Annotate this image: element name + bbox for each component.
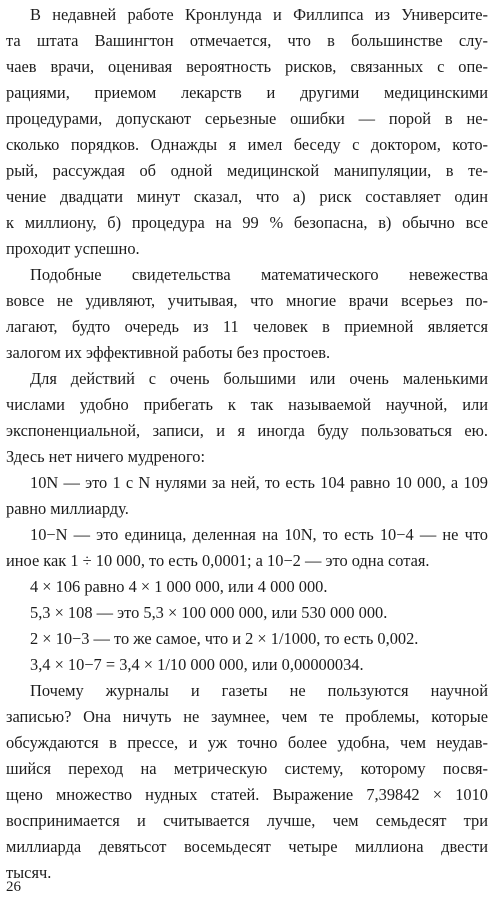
formula-line: 10N — это 1 с N нулями за ней, то есть 104 равно 10 000, а 109: [30, 473, 488, 492]
text-line: миллиарда девятьсот восемьдесят четыре миллиона двести: [6, 837, 488, 856]
text-line: обсуждаются в прессе, и уж точно более удобна, чем неудав-: [6, 733, 488, 752]
text-line: к миллиону, б) процедура на 99 % безопасна, в) обычно все: [6, 213, 488, 232]
text-line: чаев врачи, оценивая вероятность рисков, связанных с опе-: [6, 57, 488, 76]
formula-line: 2 × 10−3 — то же самое, что и 2 × 1/1000, то есть 0,002.: [30, 629, 419, 648]
text-line: Здесь нет ничего мудреного:: [6, 447, 206, 466]
text-line: щено множество нудных статей. Выражение 7,39842 × 1010: [6, 785, 488, 804]
text-line: Для действий с очень большими или очень маленькими: [30, 369, 488, 388]
formula-line: 10−N — это единица, деленная на 10N, то есть 10−4 — не что: [30, 525, 488, 544]
text-line: проходит успешно.: [6, 239, 140, 258]
text-line: шийся переход на метрическую систему, которому посвя-: [6, 759, 488, 778]
text-line: та штата Вашингтон отмечается, что в большинстве слу-: [6, 31, 488, 50]
text-line: рый, рассуждая об одной медицинской манипуляции, в те-: [6, 161, 488, 180]
page-number: 26: [6, 879, 21, 895]
formula-line: иное как 1 ÷ 10 000, то есть 0,0001; а 10−2 — это одна сотая.: [6, 551, 430, 570]
text-line: процедурами, допускают серьезные ошибки — порой в не-: [6, 109, 488, 128]
text-line: числами удобно прибегать к так называемой научной, или: [6, 395, 488, 414]
text-line: записью? Она ничуть не заумнее, чем те проблемы, которые: [6, 707, 488, 726]
text-line: залогом их эффективной работы без простоев.: [6, 343, 331, 362]
text-line: Почему журналы и газеты не пользуются научной: [30, 681, 488, 700]
text-line: тысяч.: [6, 863, 52, 882]
text-line: чение двадцати минут сказал, что а) риск составляет один: [6, 187, 488, 206]
text-line: Подобные свидетельства математического невежества: [30, 265, 488, 284]
text-line: лагают, будто очередь из 11 человек в приемной является: [6, 317, 488, 336]
text-line: рациями, приемом лекарств и другими медицинскими: [6, 83, 488, 102]
formula-line: 4 × 106 равно 4 × 1 000 000, или 4 000 000.: [30, 577, 328, 596]
text-line: вовсе не удивляют, учитывая, что многие врачи всерьез по-: [6, 291, 488, 310]
text-line: экспоненциальной, записи, и я иногда буду пользоваться ею.: [6, 421, 488, 440]
text-line: сколько порядков. Однажды я имел беседу с доктором, кото-: [6, 135, 488, 154]
text-line: В недавней работе Кронлунда и Филлипса из Университе-: [30, 5, 488, 24]
formula-line: 3,4 × 10−7 = 3,4 × 1/10 000 000, или 0,00000034.: [30, 655, 364, 674]
text-line: воспринимается и считывается лучше, чем семьдесят три: [6, 811, 488, 830]
formula-line: 5,3 × 108 — это 5,3 × 100 000 000, или 530 000 000.: [30, 603, 388, 622]
formula-line: равно миллиарду.: [6, 499, 129, 518]
